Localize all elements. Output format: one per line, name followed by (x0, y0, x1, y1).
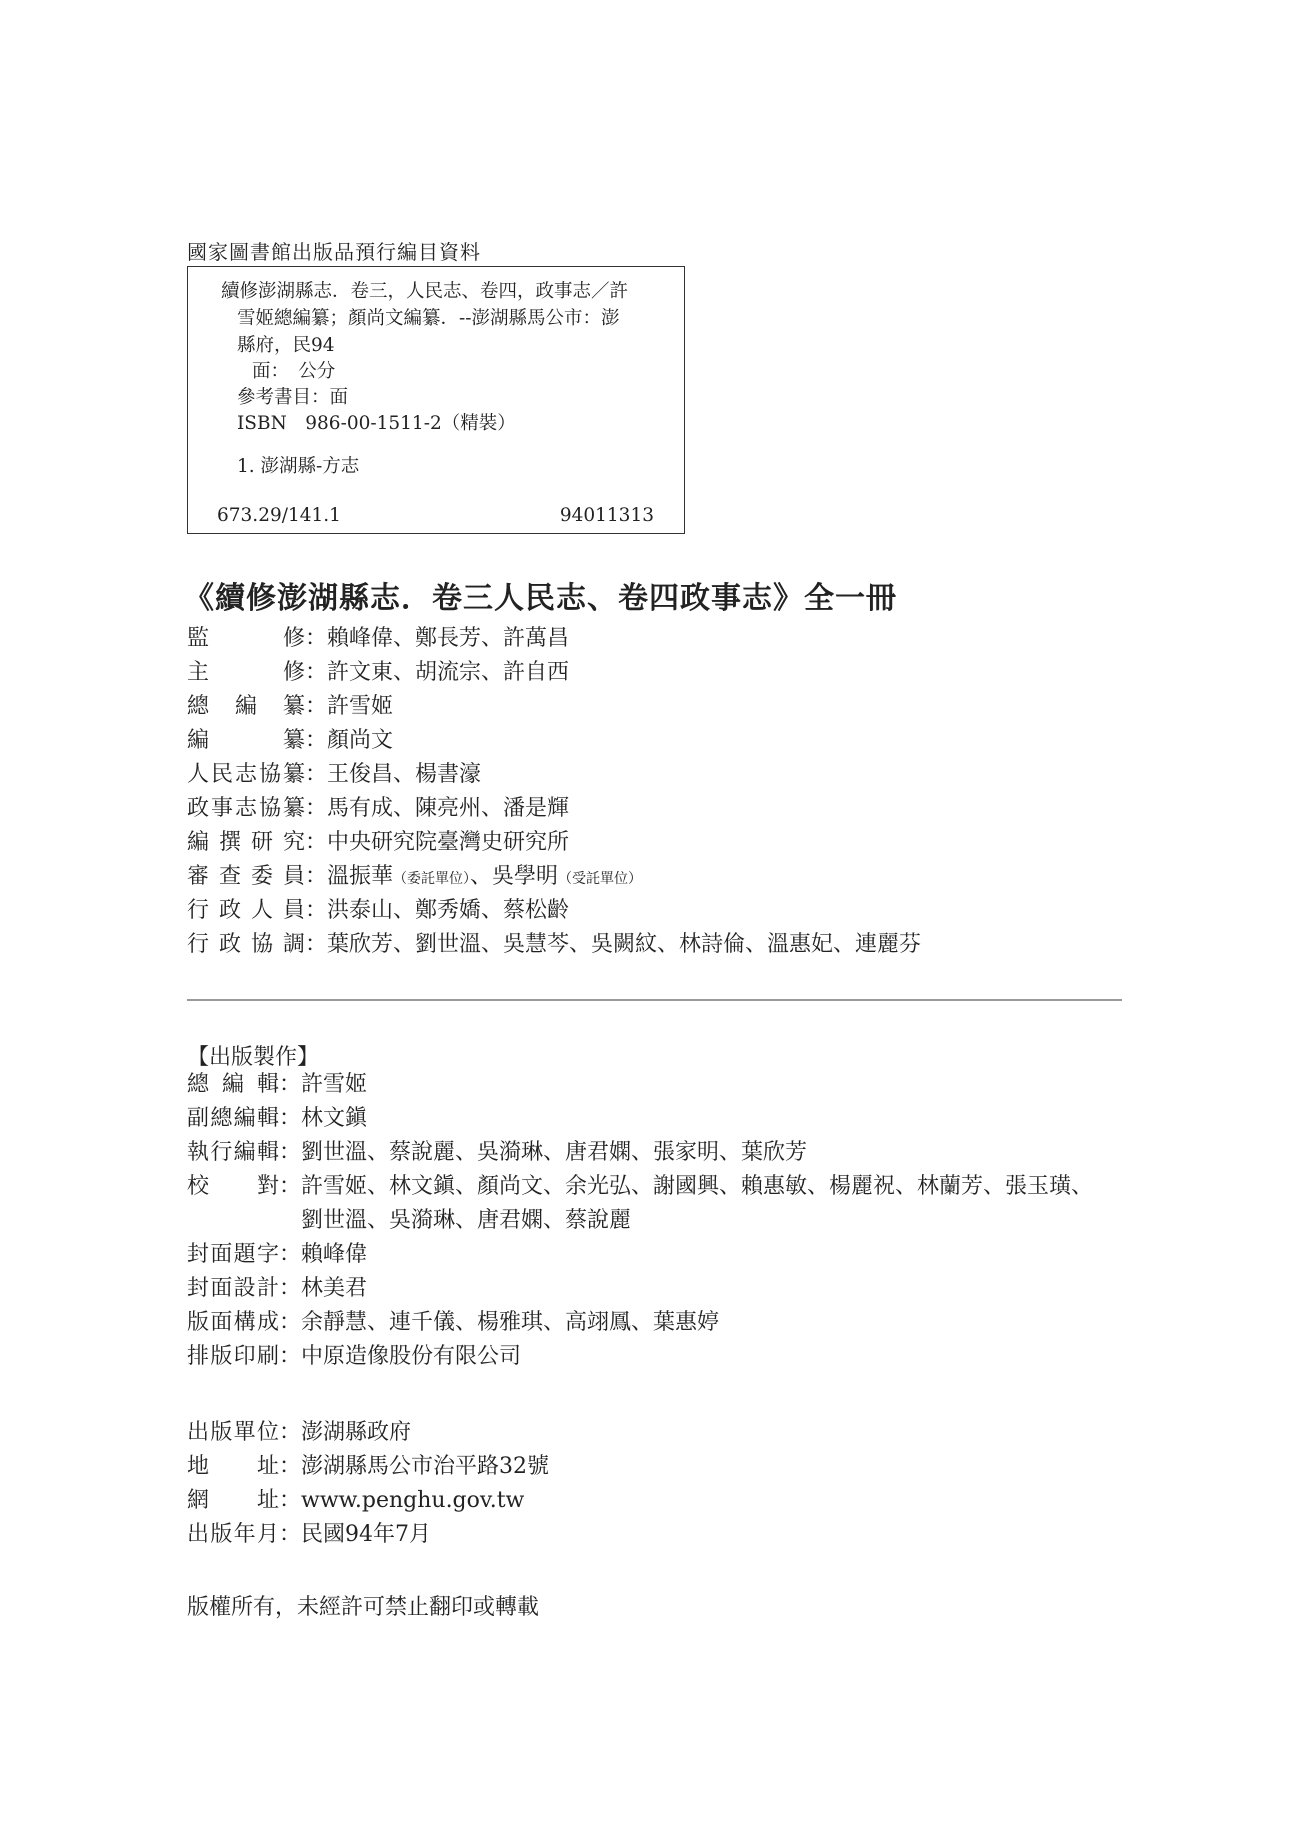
credit-row: 審查委員：溫振華（委託單位）、吳學明（受託單位） (187, 864, 643, 889)
publisher-role: 地址 (187, 1454, 279, 1479)
credit-names: 顏尚文 (327, 728, 394, 753)
production-role: 總編輯 (187, 1072, 279, 1097)
credit-role: 政事志協纂 (187, 796, 305, 821)
credit-names: 、吳學明 (470, 864, 559, 889)
credit-row: 政事志協纂：馬有成、陳亮州、潘是輝 (187, 796, 570, 821)
cip-header: 國家圖書館出版品預行編目資料 (187, 240, 481, 264)
credit-role: 監修 (187, 626, 305, 651)
production-row: 總編輯：許雪姬 (187, 1072, 368, 1097)
credit-row: 行政協調：葉欣芳、劉世溫、吳慧芩、吳闕紋、林詩倫、溫惠妃、連麗芬 (187, 932, 922, 957)
credit-role: 行政人員 (187, 898, 305, 923)
section-divider (187, 999, 1122, 1001)
credit-note: （受託單位） (558, 871, 643, 887)
cip-class-number: 673.29/141.1 (217, 505, 341, 526)
credit-role: 編纂 (187, 728, 305, 753)
production-row: 排版印刷：中原造像股份有限公司 (187, 1344, 522, 1369)
publisher-website: www.penghu.gov.tw (301, 1488, 525, 1513)
cip-line-3: 縣府，民94 (237, 335, 335, 356)
publisher-role: 網址 (187, 1488, 279, 1513)
credit-role: 行政協調 (187, 932, 305, 957)
cip-record-number: 94011313 (559, 505, 654, 526)
credit-names: 王俊昌、楊書濠 (327, 762, 482, 787)
credit-role: 審查委員 (187, 864, 305, 889)
credit-names: 賴峰偉、鄭長芳、許萬昌 (327, 626, 570, 651)
book-title: 《續修澎湖縣志．卷三人民志、卷四政事志》全一冊 (184, 581, 897, 616)
cip-line-2: 雪姬總編纂；顏尚文編纂．--澎湖縣馬公市：澎 (237, 308, 620, 329)
production-names: 林美君 (301, 1276, 368, 1301)
production-names: 許雪姬 (301, 1072, 368, 1097)
cip-isbn: ISBN 986-00-1511-2（精裝） (237, 413, 516, 434)
copyright-notice: 版權所有，未經許可禁止翻印或轉載 (187, 1595, 540, 1620)
publisher-row: 網址：www.penghu.gov.tw (187, 1488, 525, 1513)
cip-line-4: 面： 公分 (252, 361, 336, 382)
credit-names: 許文東、胡流宗、許自西 (327, 660, 570, 685)
credit-role: 總編纂 (187, 694, 305, 719)
cip-line-1: 續修澎湖縣志．卷三，人民志、卷四，政事志／許 (221, 281, 629, 302)
production-names: 劉世溫、蔡說麗、吳漪琳、唐君嫻、張家明、葉欣芳 (301, 1140, 808, 1165)
credit-row: 主修：許文東、胡流宗、許自西 (187, 660, 570, 685)
credit-note: （委託單位） (393, 871, 471, 887)
production-names: 余靜慧、連千儀、楊雅琪、高翊鳳、葉惠婷 (301, 1310, 720, 1335)
production-names: 賴峰偉 (301, 1242, 368, 1267)
production-row: 副總編輯：林文鎭 (187, 1106, 368, 1131)
publisher-address: 澎湖縣馬公市治平路32號 (301, 1454, 549, 1479)
production-names: 林文鎭 (301, 1106, 368, 1131)
credit-row: 總編纂：許雪姬 (187, 694, 394, 719)
cip-line-5: 參考書目：面 (237, 387, 349, 408)
production-row: 執行編輯：劉世溫、蔡說麗、吳漪琳、唐君嫻、張家明、葉欣芳 (187, 1140, 808, 1165)
credit-names: 馬有成、陳亮州、潘是輝 (327, 796, 570, 821)
production-row: 封面設計：林美君 (187, 1276, 368, 1301)
credit-role: 主修 (187, 660, 305, 685)
production-role: 校對 (187, 1174, 279, 1199)
publisher-date: 民國94年7月 (301, 1522, 431, 1547)
production-names-continued: 劉世溫、吳漪琳、唐君嫻、蔡說麗 (301, 1208, 632, 1233)
production-role: 副總編輯 (187, 1106, 279, 1131)
production-role: 排版印刷 (187, 1344, 279, 1369)
publisher-role: 出版年月 (187, 1522, 279, 1547)
publisher-row: 出版年月：民國94年7月 (187, 1522, 431, 1547)
credit-role: 編撰研究 (187, 830, 305, 855)
credit-names: 溫振華 (327, 864, 394, 889)
credit-names: 中央研究院臺灣史研究所 (327, 830, 570, 855)
cip-record-box (187, 266, 685, 534)
publisher-row: 地址：澎湖縣馬公市治平路32號 (187, 1454, 549, 1479)
production-row: 封面題字：賴峰偉 (187, 1242, 368, 1267)
publisher-role: 出版單位 (187, 1420, 279, 1445)
production-names: 許雪姬、林文鎭、顏尚文、余光弘、謝國興、賴惠敏、楊麗祝、林蘭芳、張玉璜、 (301, 1174, 1094, 1199)
credit-role: 人民志協纂 (187, 762, 305, 787)
production-row: 版面構成：余靜慧、連千儀、楊雅琪、高翊鳳、葉惠婷 (187, 1310, 720, 1335)
credit-row: 編撰研究：中央研究院臺灣史研究所 (187, 830, 570, 855)
credit-names: 葉欣芳、劉世溫、吳慧芩、吳闕紋、林詩倫、溫惠妃、連麗芬 (327, 932, 922, 957)
production-role: 執行編輯 (187, 1140, 279, 1165)
credit-names: 洪泰山、鄭秀嬌、蔡松齡 (327, 898, 570, 923)
production-row: 校對：許雪姬、林文鎭、顏尚文、余光弘、謝國興、賴惠敏、楊麗祝、林蘭芳、張玉璜、 (187, 1174, 1094, 1199)
publisher-row: 出版單位：澎湖縣政府 (187, 1420, 412, 1445)
production-role: 版面構成 (187, 1310, 279, 1335)
credit-row: 監修：賴峰偉、鄭長芳、許萬昌 (187, 626, 570, 651)
credit-row: 行政人員：洪泰山、鄭秀嬌、蔡松齡 (187, 898, 570, 923)
production-heading: 【出版製作】 (187, 1045, 320, 1070)
credit-row: 編纂：顏尚文 (187, 728, 394, 753)
publisher-value: 澎湖縣政府 (301, 1420, 412, 1445)
production-names: 中原造像股份有限公司 (301, 1344, 522, 1369)
credit-names: 許雪姬 (327, 694, 394, 719)
cip-subject: 1. 澎湖縣-方志 (237, 456, 360, 477)
production-role: 封面題字 (187, 1242, 279, 1267)
production-role: 封面設計 (187, 1276, 279, 1301)
credit-row: 人民志協纂：王俊昌、楊書濠 (187, 762, 482, 787)
